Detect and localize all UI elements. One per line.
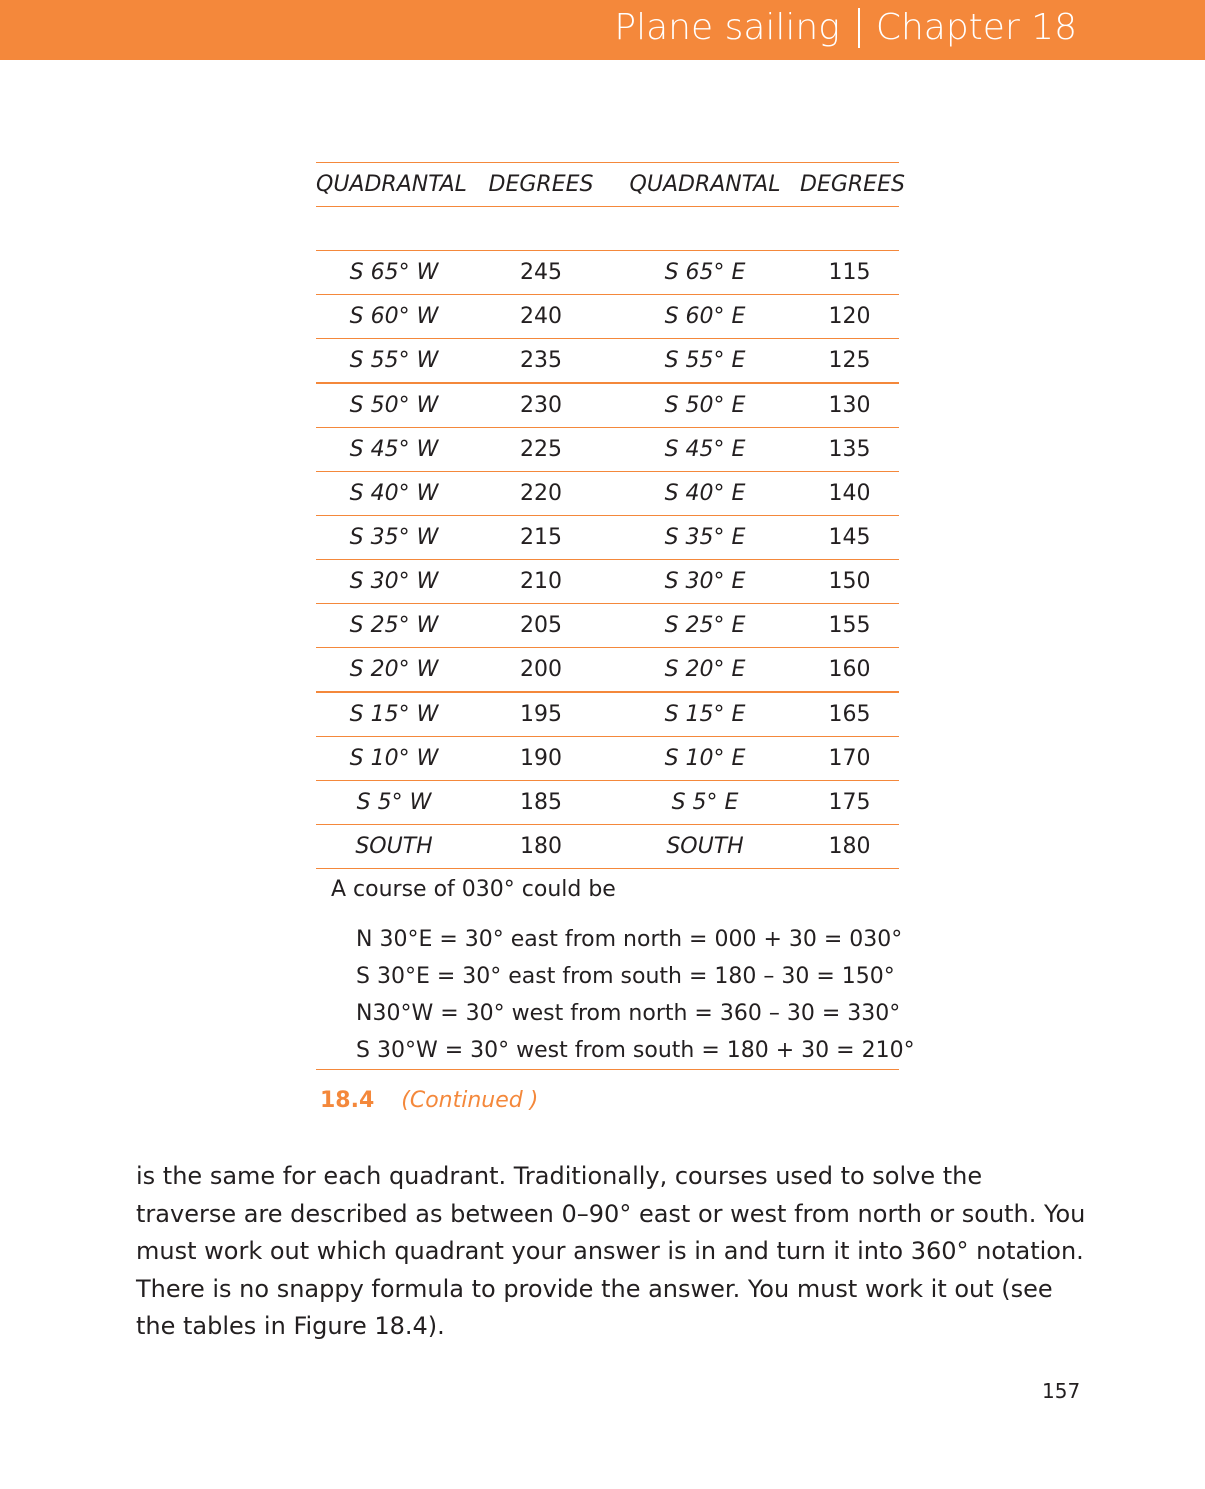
quadrantal-cell: SOUTH	[666, 834, 744, 859]
table-row	[316, 693, 899, 737]
column-header: DEGREES	[800, 172, 905, 197]
table-row	[316, 251, 899, 295]
degrees-cell: 195	[520, 702, 562, 727]
degrees-cell: 230	[520, 393, 562, 418]
quadrantal-cell: S 45° E	[664, 437, 746, 462]
quadrantal-cell: S 60° E	[664, 304, 746, 329]
degrees-cell: 150	[828, 569, 871, 594]
table-row	[316, 825, 899, 869]
table-header-row	[316, 163, 905, 207]
quadrantal-cell: S 5° E	[671, 790, 739, 815]
quadrantal-cell: S 35° W	[349, 525, 439, 550]
table-row	[316, 516, 899, 560]
course-intro: A course of 030° could be	[331, 877, 616, 902]
quadrantal-cell: S 50° W	[349, 393, 439, 418]
column-header: QUADRANTAL	[316, 172, 467, 197]
degrees-cell: 225	[520, 437, 562, 462]
degrees-cell: 170	[828, 746, 871, 771]
column-header: DEGREES	[488, 172, 594, 197]
quadrantal-cell: S 50° E	[664, 393, 746, 418]
quadrantal-cell: S 65° E	[664, 260, 746, 285]
quadrantal-cell: S 35° E	[664, 525, 746, 550]
degrees-cell: 210	[520, 569, 562, 594]
course-equation: N30°W = 30° west from north = 360 – 30 = 330°	[356, 1001, 901, 1026]
degrees-cell: 120	[828, 304, 871, 329]
course-equation: S 30°W = 30° west from south = 180 + 30 = 210°	[356, 1038, 915, 1063]
figure-caption-text: (Continued )	[401, 1088, 539, 1113]
table-row	[316, 604, 899, 648]
quadrantal-cell: S 40° E	[664, 481, 746, 506]
degrees-cell: 180	[828, 834, 871, 859]
quadrantal-cell: S 5° W	[356, 790, 432, 815]
table-row	[316, 384, 899, 428]
degrees-cell: 220	[520, 481, 562, 506]
table-row	[316, 339, 899, 384]
course-example	[316, 869, 915, 1070]
quadrantal-cell: S 55° W	[349, 348, 439, 373]
table-row	[316, 428, 899, 472]
degrees-cell: 145	[828, 525, 871, 550]
degrees-cell: 205	[520, 613, 562, 638]
figure-number: 18.4	[320, 1088, 375, 1113]
quadrantal-cell: S 25° W	[349, 613, 439, 638]
quadrantal-cell: S 20° W	[349, 657, 439, 682]
section-title: Plane sailing	[614, 7, 840, 48]
table-row	[316, 737, 899, 781]
quadrantal-cell: S 10° W	[349, 746, 439, 771]
column-header: QUADRANTAL	[629, 172, 781, 197]
quadrantal-cell: S 10° E	[664, 746, 746, 771]
degrees-cell: 215	[520, 525, 562, 550]
course-equations	[356, 921, 915, 1069]
header-title	[614, 6, 1077, 50]
degrees-cell: 240	[520, 304, 562, 329]
quadrantal-cell: S 55° E	[664, 348, 746, 373]
degrees-cell: 125	[828, 348, 871, 373]
degrees-cell: 175	[828, 790, 871, 815]
quadrantal-cell: S 60° W	[349, 304, 439, 329]
quadrantal-cell: S 45° W	[349, 437, 439, 462]
degrees-cell: 115	[828, 260, 871, 285]
degrees-cell: 235	[520, 348, 562, 373]
course-equation: S 30°E = 30° east from south = 180 – 30 = 150°	[356, 964, 895, 989]
running-header	[0, 0, 1205, 60]
page-number: 157	[1042, 1379, 1081, 1403]
quadrantal-cell: S 15° E	[664, 702, 746, 727]
chapter-title: Chapter 18	[875, 7, 1077, 48]
quadrantal-cell: S 65° W	[349, 260, 439, 285]
quadrantal-cell: S 30° W	[349, 569, 439, 594]
figure-caption	[320, 1088, 538, 1113]
table-row	[316, 648, 899, 693]
quadrantal-cell: S 30° E	[664, 569, 746, 594]
quadrantal-cell: S 15° W	[349, 702, 439, 727]
quadrantal-cell: S 25° E	[664, 613, 746, 638]
table-row	[316, 472, 899, 516]
table-row	[316, 560, 899, 604]
degrees-cell: 245	[520, 260, 562, 285]
degrees-cell: 130	[828, 393, 871, 418]
quadrantal-cell: SOUTH	[355, 834, 433, 859]
table-row	[316, 295, 899, 339]
degrees-cell: 135	[828, 437, 871, 462]
header-divider	[858, 8, 860, 48]
degrees-cell: 155	[828, 613, 871, 638]
degrees-cell: 180	[520, 834, 562, 859]
degrees-cell: 165	[828, 702, 871, 727]
degrees-cell: 200	[520, 657, 562, 682]
quadrantal-degrees-table	[316, 162, 915, 1070]
course-equation: N 30°E = 30° east from north = 000 + 30 = 030°	[356, 927, 903, 952]
degrees-cell: 185	[520, 790, 562, 815]
table-spacer-row	[316, 207, 899, 251]
degrees-cell: 190	[520, 746, 562, 771]
table-body	[316, 251, 899, 869]
table-row	[316, 781, 899, 825]
quadrantal-cell: S 40° W	[349, 481, 439, 506]
degrees-cell: 140	[828, 481, 871, 506]
quadrantal-cell: S 20° E	[664, 657, 746, 682]
degrees-cell: 160	[828, 657, 871, 682]
body-paragraph: is the same for each quadrant. Traditionally, courses used to solve the traverse are described as between 0–90° east or west from north or south. You must work out which quadrant your answer is in and turn it into 360° notation. There is no snappy formula to provide the answer. You must work it out (see the tables in Figure 18.4).	[136, 1162, 1086, 1340]
